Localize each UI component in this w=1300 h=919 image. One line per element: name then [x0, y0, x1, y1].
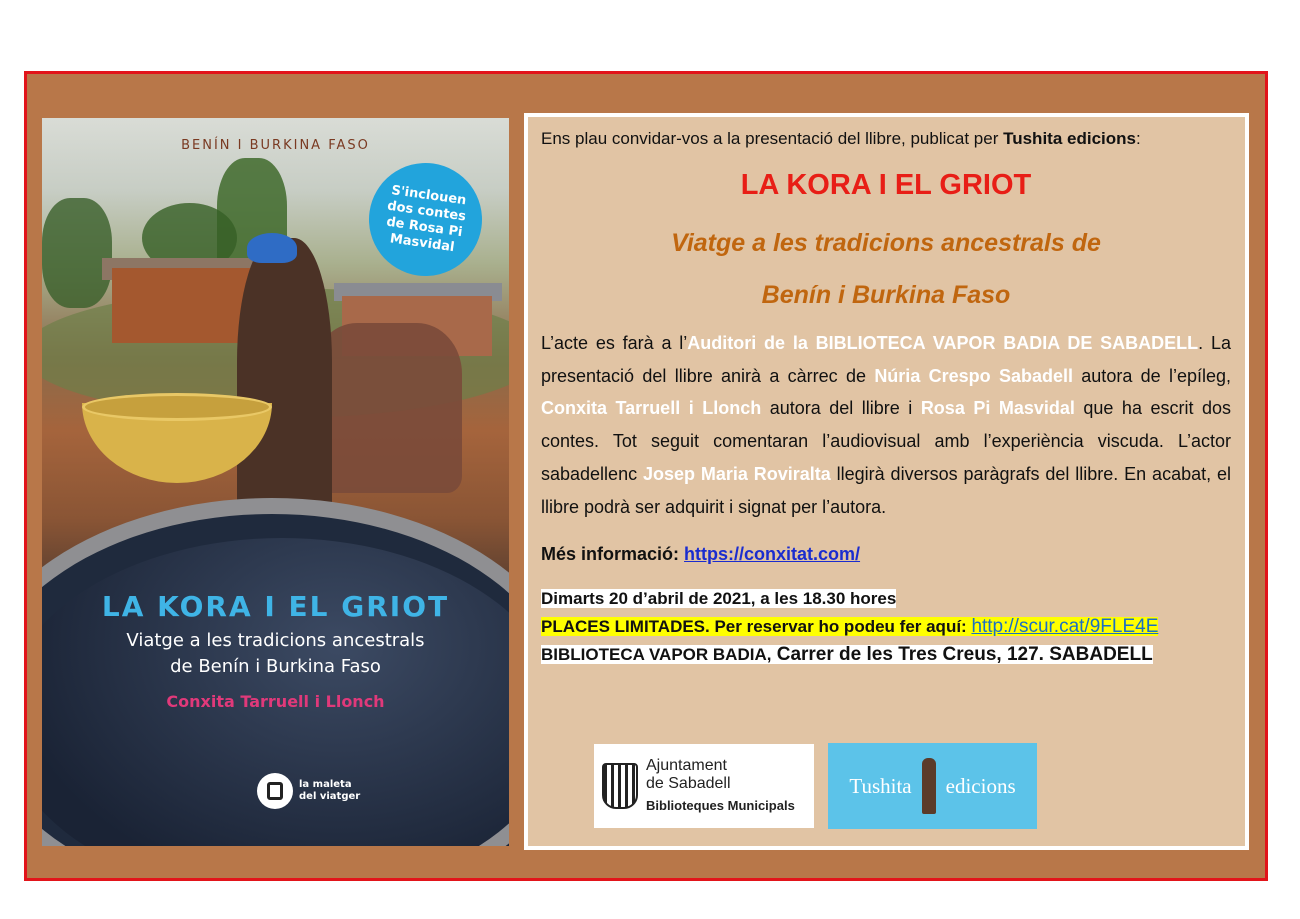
event-details [541, 585, 1231, 669]
desc-text: . La presentació del llibre anirà a càrrec de [541, 333, 1231, 386]
desc-text: autora de l’epíleg, [1072, 365, 1232, 386]
places-label: PLACES LIMITADES. Per reservar ho podeu fer aquí: [541, 617, 972, 637]
speaker-name: Rosa Pi Masvidal [920, 398, 1075, 419]
ajuntament-line-1: Ajuntament [646, 757, 727, 774]
intro-suffix: : [1135, 129, 1141, 148]
tushita-logo [828, 743, 1037, 829]
subtitle-line-1: Viatge a les tradicions ancestrals de [671, 229, 1101, 257]
hiker-icon [922, 758, 936, 814]
coat-of-arms-icon [602, 763, 638, 809]
desc-text: que ha escrit dos contes. Tot seguit comentaran l’audiovisual amb l’experiència viscuda. L’actor sabadellenc [541, 398, 1231, 484]
speaker-name: Conxita Tarruell i Llonch [541, 398, 762, 419]
book-cover-image [42, 118, 509, 846]
cover-bowl-rim [82, 393, 272, 421]
tushita-edicions: edicions [945, 773, 1016, 798]
invitation-panel [524, 113, 1249, 850]
more-info-label: Més informació: [541, 544, 685, 565]
speaker-name: Núria Crespo Sabadell [874, 365, 1073, 386]
more-info-link[interactable]: https://conxitat.com/ [684, 544, 861, 565]
event-description [541, 327, 1231, 523]
desc-text: L’acte es farà a l’ [541, 333, 688, 353]
cover-title: LA KORA I EL GRIOT [101, 590, 450, 623]
cover-subtitle: Viatge a les tradicions ancestrals de Benín i Burkina Faso [126, 630, 425, 677]
subtitle-line-2: Benín i Burkina Faso [761, 281, 1011, 309]
venue-name: Auditori de la BIBLIOTECA VAPOR BADIA DE SABADELL [687, 333, 1199, 353]
invitation-intro [541, 127, 1231, 151]
cover-publisher-logo [257, 773, 360, 809]
places-notice [541, 617, 1158, 636]
ajuntament-line-2: de Sabadell [646, 775, 731, 792]
event-address [541, 645, 1153, 664]
address-street: Carrer de les Tres Creus, 127. SABADELL [771, 644, 1153, 666]
desc-text: autora del llibre i [761, 398, 921, 419]
book-subtitle [541, 217, 1231, 321]
cover-tree [42, 198, 112, 308]
address-venue: BIBLIOTECA VAPOR BADIA, [541, 645, 772, 665]
cover-children [312, 323, 462, 493]
event-date: Dimarts 20 d’abril de 2021, a les 18.30 hores [541, 589, 897, 609]
cover-author: Conxita Tarruell i Llonch [166, 692, 385, 711]
actor-name: Josep Maria Roviralta [642, 463, 831, 484]
cover-publisher-name: la maleta del viatger [299, 779, 361, 802]
ajuntament-line-3: Biblioteques Municipals [646, 798, 795, 813]
reservation-link[interactable]: http://scur.cat/9FLE4E [971, 616, 1159, 638]
intro-publisher: Tushita edicions [1003, 129, 1136, 148]
cover-head-wrap [247, 233, 297, 263]
ajuntament-logo [594, 744, 814, 828]
more-info [541, 541, 1231, 567]
desc-text: llegirà diversos paràgrafs del llibre. En acabat, el llibre podrà ser adquirit i signat per l’autora. [541, 463, 1231, 517]
intro-text: Ens plau convidar-vos a la presentació del llibre, publicat per [541, 129, 1004, 148]
tushita-name: Tushita [849, 773, 912, 798]
suitcase-icon [257, 773, 293, 809]
cover-region: BENÍN I BURKINA FASO [181, 138, 370, 153]
book-title: LA KORA I EL GRIOT [740, 169, 1032, 201]
cover-badge: S'inclouen dos contes de Rosa Pi Masvidal [362, 156, 490, 284]
